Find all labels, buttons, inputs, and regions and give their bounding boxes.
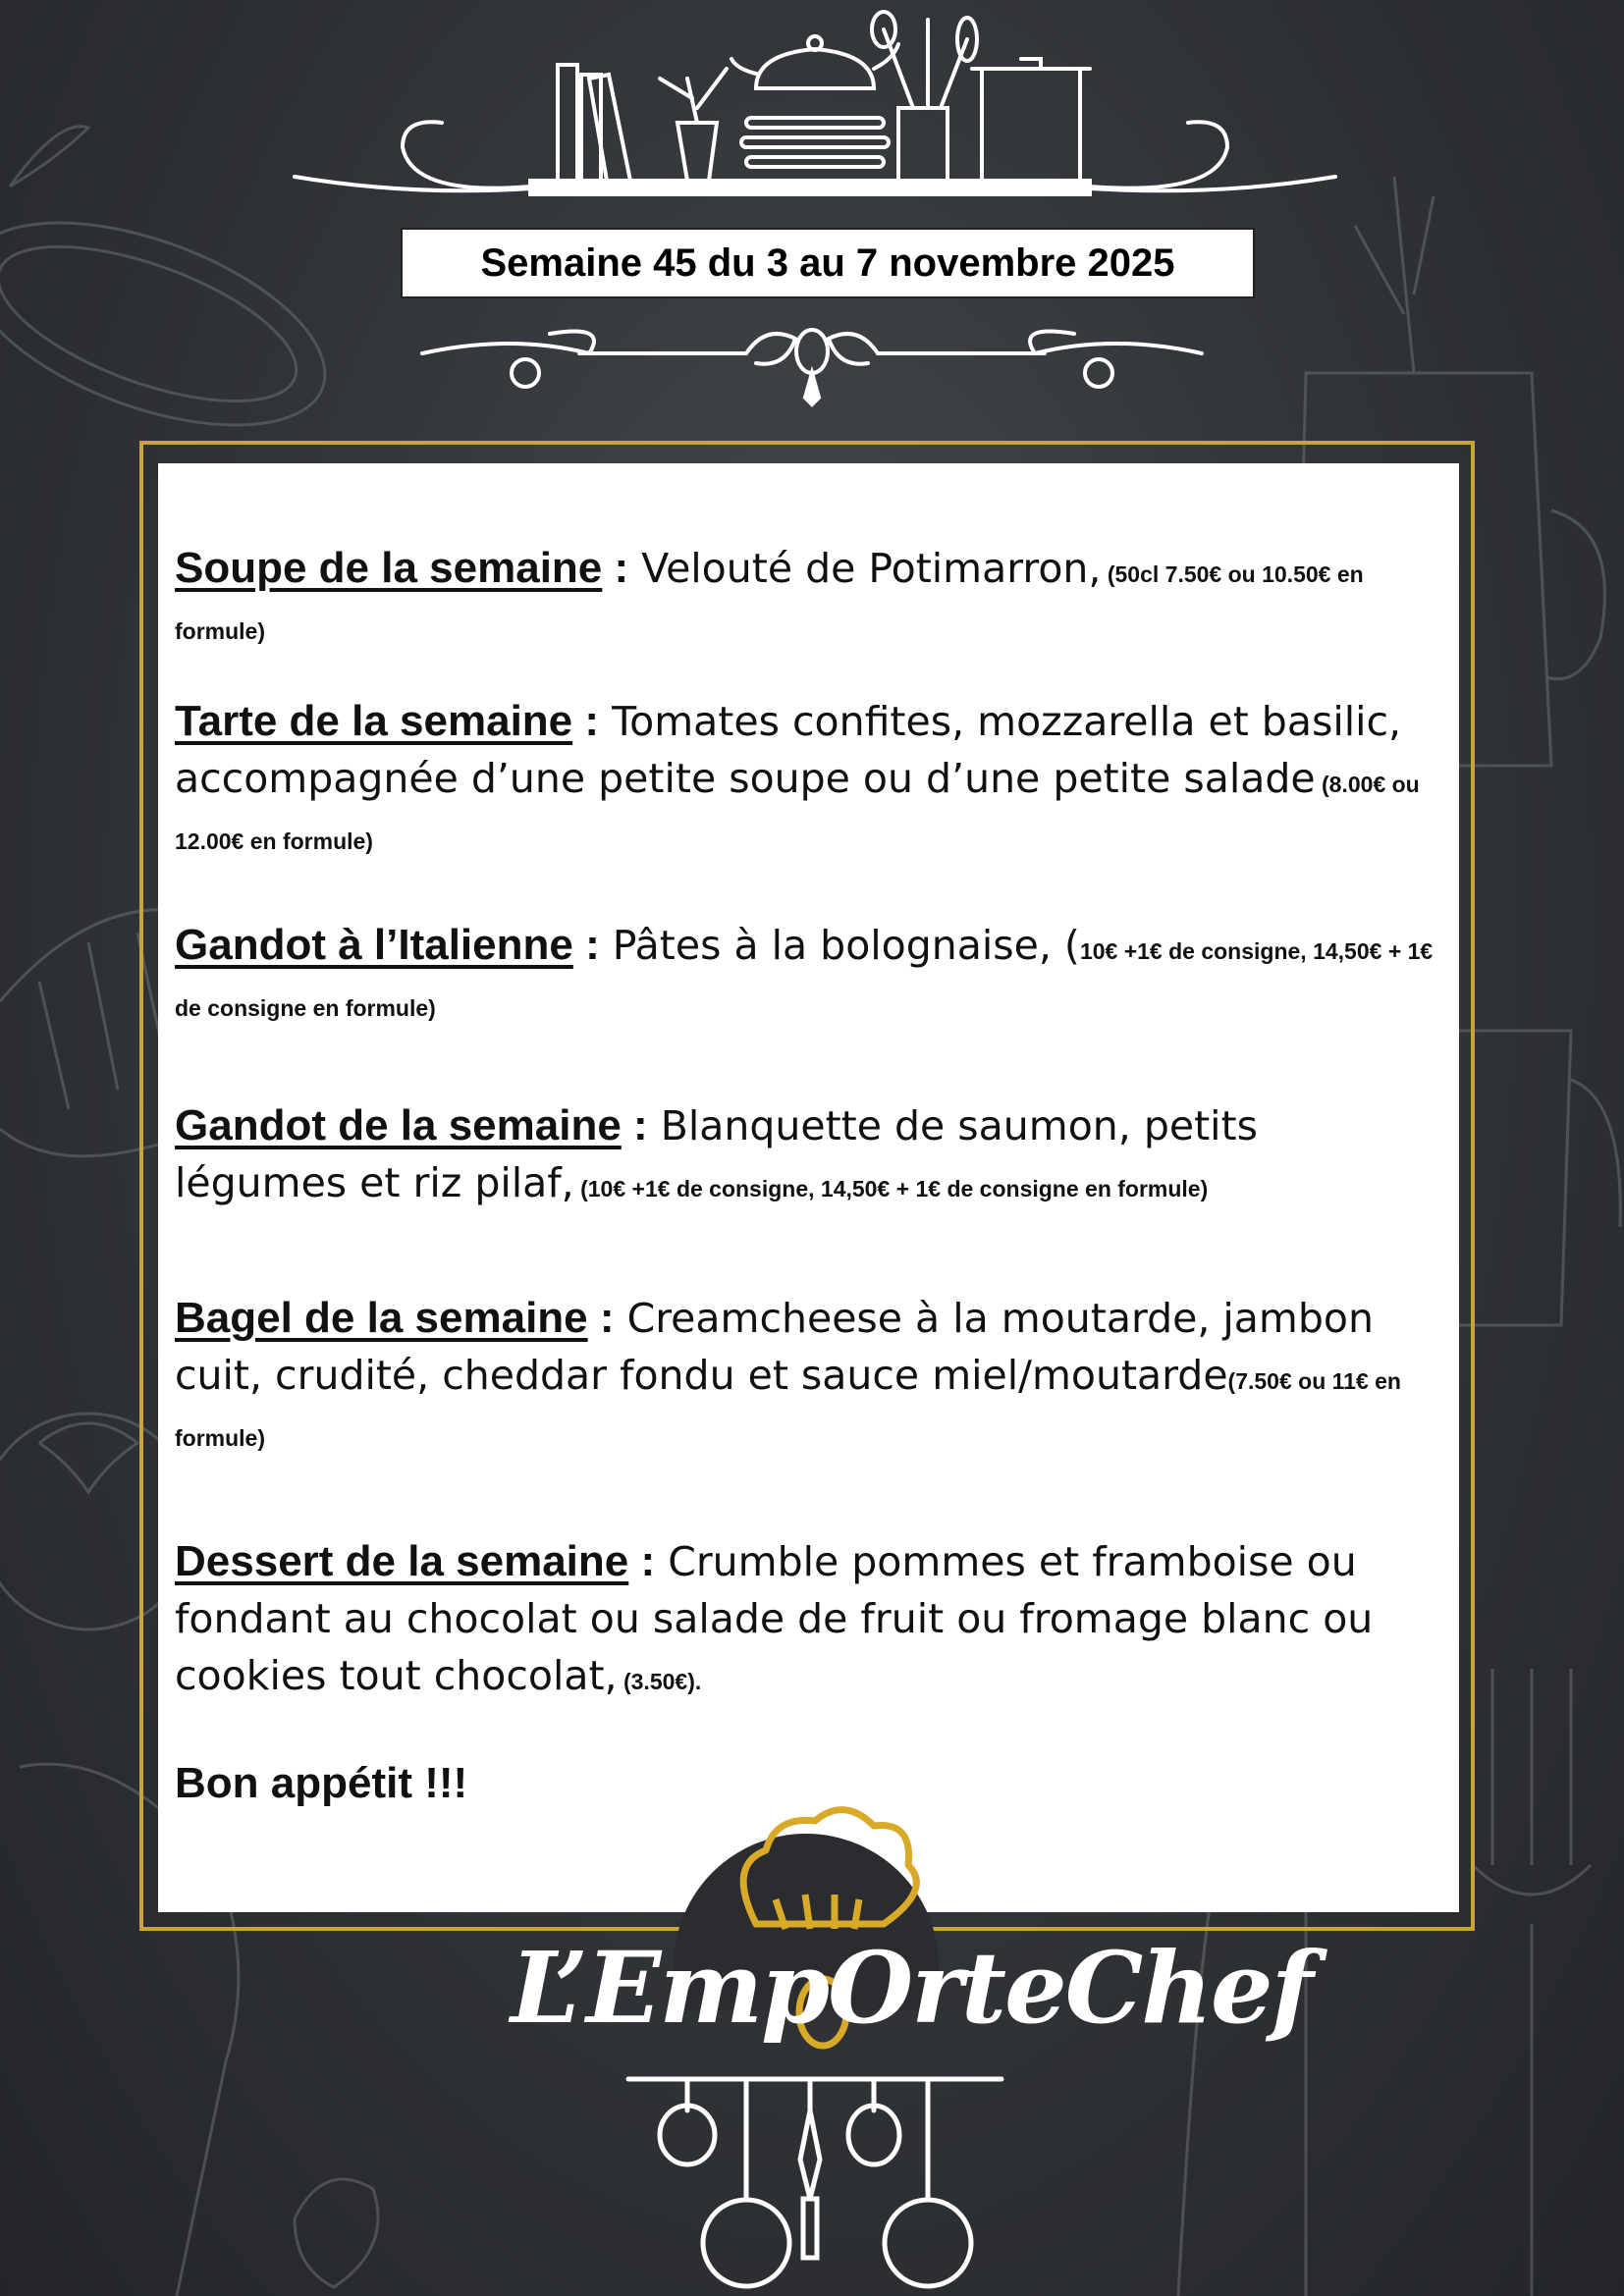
- menu-item-colon: :: [621, 1101, 648, 1149]
- closing-text: Bon appétit !!!: [175, 1759, 468, 1807]
- menu-item-label: Dessert de la semaine: [175, 1537, 629, 1585]
- menu-item-colon: :: [602, 544, 629, 592]
- menu-item-label: Bagel de la semaine: [175, 1294, 588, 1342]
- menu-item-colon: :: [628, 1537, 656, 1585]
- menu-item-description: Blanquette de saumon, petits légumes et riz pilaf,: [175, 1102, 1258, 1206]
- menu-item-colon: :: [572, 697, 600, 745]
- menu-item-label: Gandot de la semaine: [175, 1101, 622, 1149]
- menu-item-price: (8.00€ ou 12.00€ en formule): [175, 772, 1420, 854]
- menu-item-price: (7.50€ ou 11€ en formule): [175, 1368, 1401, 1451]
- menu-item-description: Creamcheese à la moutarde, jambon cuit, crudité, cheddar fondu et sauce miel/moutarde: [175, 1295, 1374, 1399]
- menu-item-price: (10€ +1€ de consigne, 14,50€ + 1€ de consigne en formule): [573, 1176, 1209, 1201]
- menu-item-price: (3.50€).: [617, 1669, 702, 1694]
- menu-item-colon: :: [572, 921, 600, 969]
- menu-item-description: Velouté de Potimarron,: [628, 545, 1102, 592]
- menu-item-label: Soupe de la semaine: [175, 544, 603, 592]
- menu-item-label: Tarte de la semaine: [175, 697, 573, 745]
- menu-item-label: Gandot à l’Italienne: [175, 921, 573, 969]
- menu-item-description: Tomates confites, mozzarella et basilic, accompagnée d’une petite soupe ou d’une petite salade: [175, 698, 1402, 802]
- menu-item-price: (50cl 7.50€ ou 10.50€ en formule): [175, 561, 1364, 644]
- logo-text: L’EmpOrteChef: [511, 1930, 1312, 2046]
- menu-item-description: Crumble pommes et framboise ou fondant au chocolat ou salade de fruit ou fromage blanc ou cookies tout chocolat,: [175, 1538, 1374, 1699]
- menu-item-description: Pâtes à la bolognaise, (: [599, 922, 1080, 969]
- menu-item-colon: :: [587, 1294, 615, 1342]
- menu-item-price: 10€ +1€ de consigne, 14,50€ + 1€ de consigne en formule): [175, 938, 1434, 1021]
- week-title: Semaine 45 du 3 au 7 novembre 2025: [401, 228, 1255, 298]
